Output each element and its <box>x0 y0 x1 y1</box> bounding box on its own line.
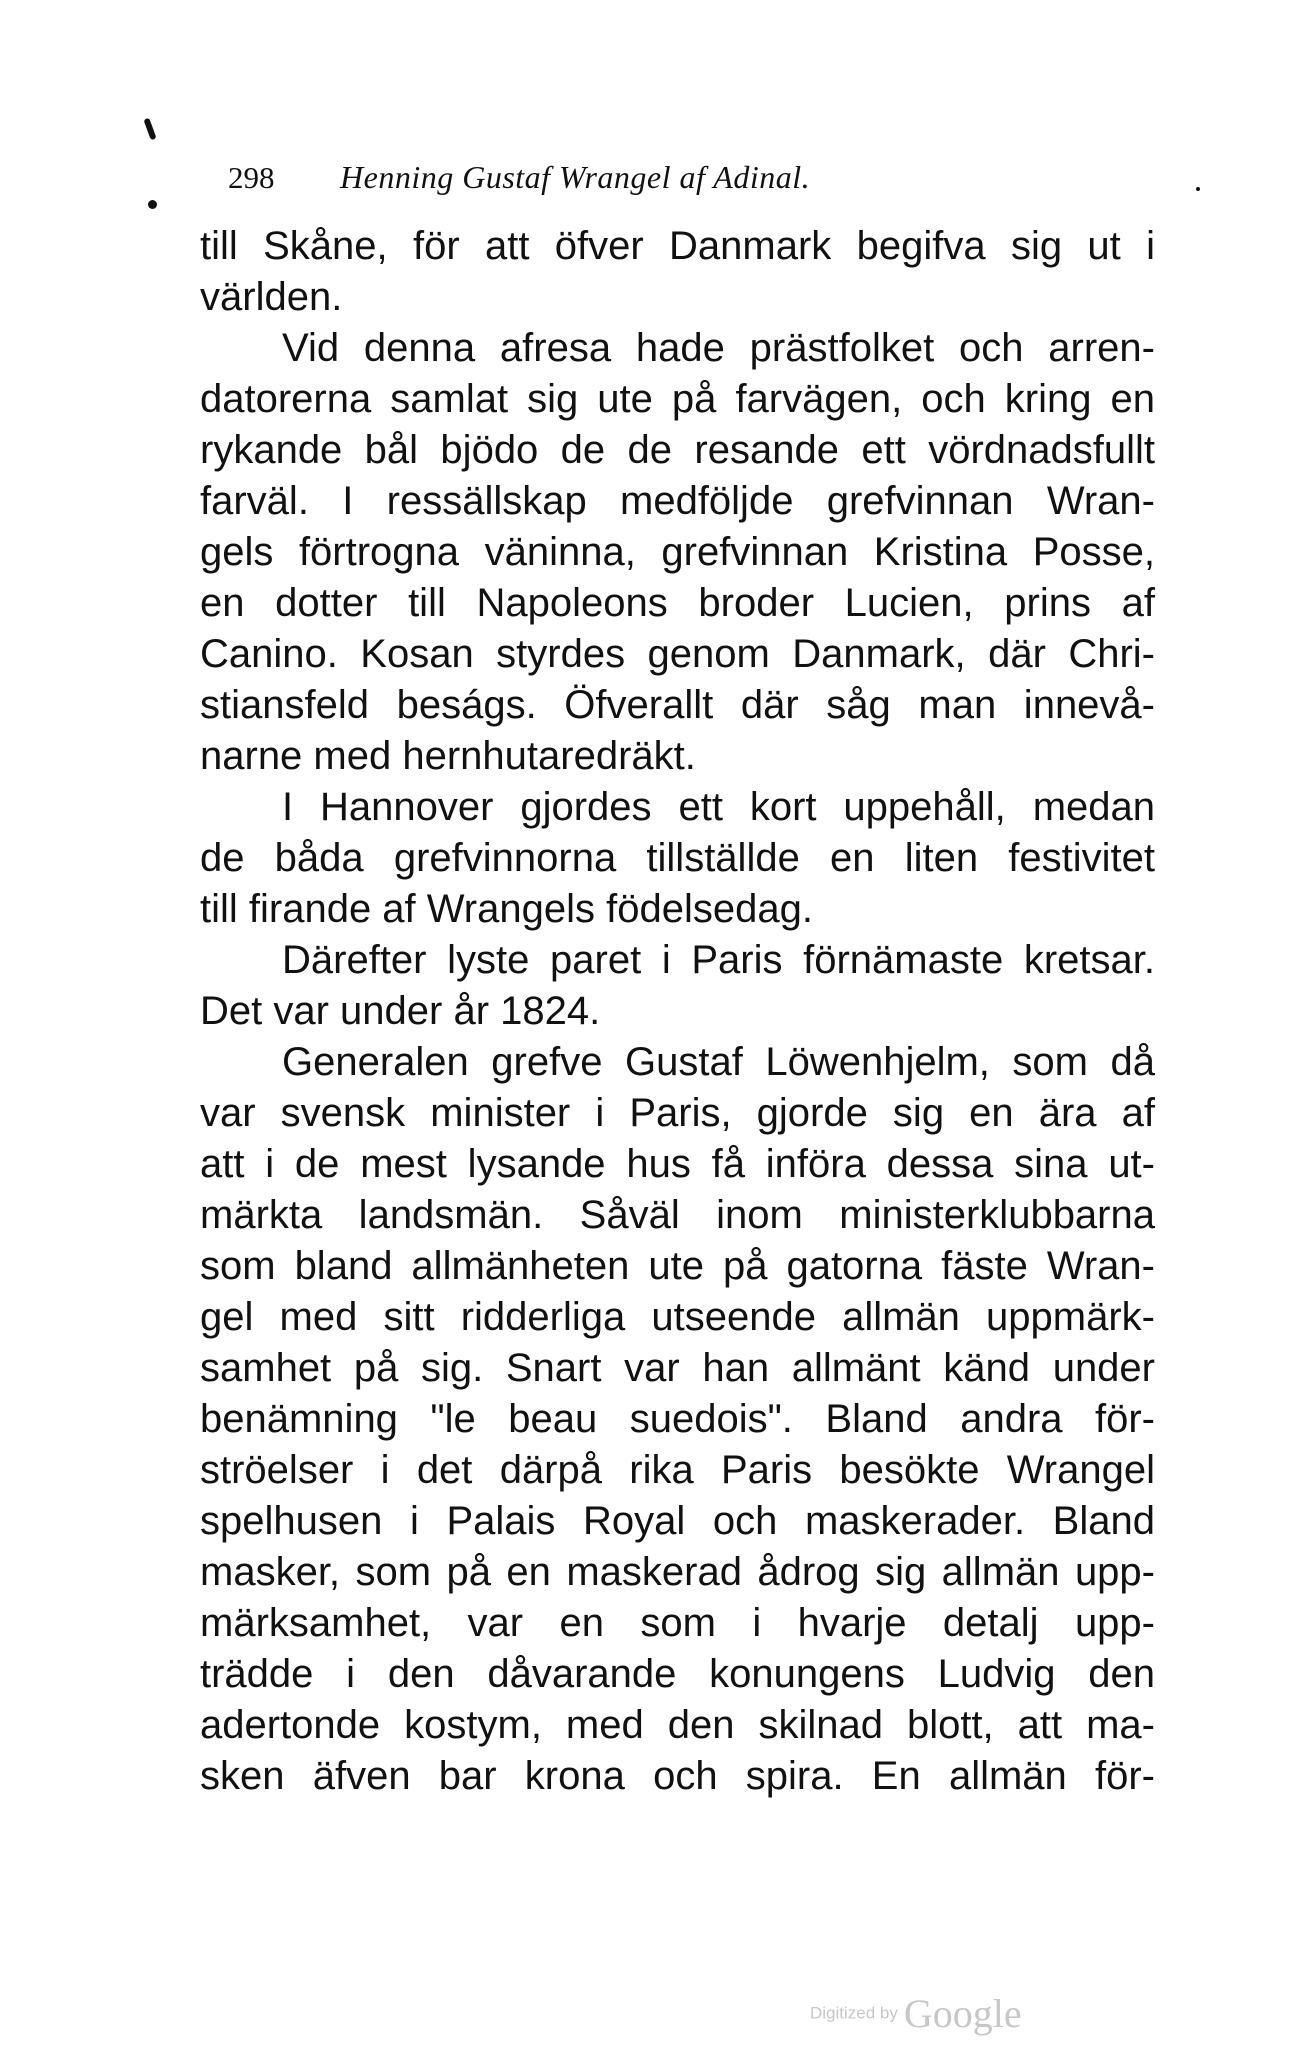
ink-speck <box>1196 187 1200 191</box>
watermark-prefix: Digitized by <box>810 2003 898 2023</box>
text-line: de båda grefvinnorna tillställde en liten festivitet <box>200 836 1155 880</box>
text-line: samhet på sig. Snart var han allmänt känd under <box>200 1346 1155 1390</box>
text-line: var svensk minister i Paris, gjorde sig en ära af <box>200 1091 1155 1135</box>
page-number: 298 <box>228 160 275 195</box>
text-line: farväl. I ressällskap medföljde grefvinnan Wran- <box>200 479 1155 523</box>
text-line: märkta landsmän. Såväl inom ministerklubbarna <box>200 1193 1155 1237</box>
text-line: I Hannover gjordes ett kort uppehåll, medan <box>282 785 1155 829</box>
text-line: Generalen grefve Gustaf Löwenhjelm, som då <box>282 1040 1155 1084</box>
text-line: benämning "le beau suedois". Bland andra för- <box>200 1397 1155 1441</box>
google-logo: Google <box>903 1991 1022 2036</box>
running-title: Henning Gustaf Wrangel af Adinal. <box>340 159 811 195</box>
text-line: Det var under år 1824. <box>200 989 601 1033</box>
text-line: som bland allmänheten ute på gatorna fäste Wran- <box>200 1244 1155 1288</box>
ink-speck <box>148 200 157 209</box>
text-line: stiansfeld beságs. Öfverallt där såg man innevå- <box>200 683 1155 727</box>
digitized-by-google-watermark <box>810 1990 1022 2036</box>
text-line: att i de mest lysande hus få införa dessa sina ut- <box>200 1142 1155 1186</box>
text-line: narne med hernhutaredräkt. <box>200 734 696 778</box>
text-line: en dotter till Napoleons broder Lucien, prins af <box>200 581 1155 625</box>
text-line: till firande af Wrangels födelsedag. <box>200 887 813 931</box>
text-line: gel med sitt ridderliga utseende allmän uppmärk- <box>200 1295 1155 1339</box>
ink-speck <box>143 118 156 141</box>
text-line: trädde i den dåvarande konungens Ludvig den <box>200 1652 1155 1696</box>
text-line: världen. <box>200 275 343 319</box>
text-line: sken äfven bar krona och spira. En allmän för- <box>200 1754 1155 1798</box>
text-line: ströelser i det därpå rika Paris besökte Wrangel <box>200 1448 1155 1492</box>
running-head <box>228 152 1088 202</box>
body-text <box>200 221 1155 1802</box>
text-line: datorerna samlat sig ute på farvägen, och kring en <box>200 377 1155 421</box>
text-line: till Skåne, för att öfver Danmark begifva sig ut i <box>200 224 1155 268</box>
text-line: gels förtrogna väninna, grefvinnan Kristina Posse, <box>200 530 1155 574</box>
text-line: spelhusen i Palais Royal och maskerader. Bland <box>200 1499 1155 1543</box>
text-line: adertonde kostym, med den skilnad blott, att ma- <box>200 1703 1155 1747</box>
text-line: Canino. Kosan styrdes genom Danmark, där Chri- <box>200 632 1155 676</box>
text-line: masker, som på en maskerad ådrog sig allmän upp- <box>200 1550 1155 1594</box>
text-line: rykande bål bjödo de de resande ett vördnadsfullt <box>200 428 1155 472</box>
text-line: Vid denna afresa hade prästfolket och arren- <box>282 326 1155 370</box>
text-line: Därefter lyste paret i Paris förnämaste kretsar. <box>282 938 1155 982</box>
text-line: märksamhet, var en som i hvarje detalj upp- <box>200 1601 1155 1645</box>
